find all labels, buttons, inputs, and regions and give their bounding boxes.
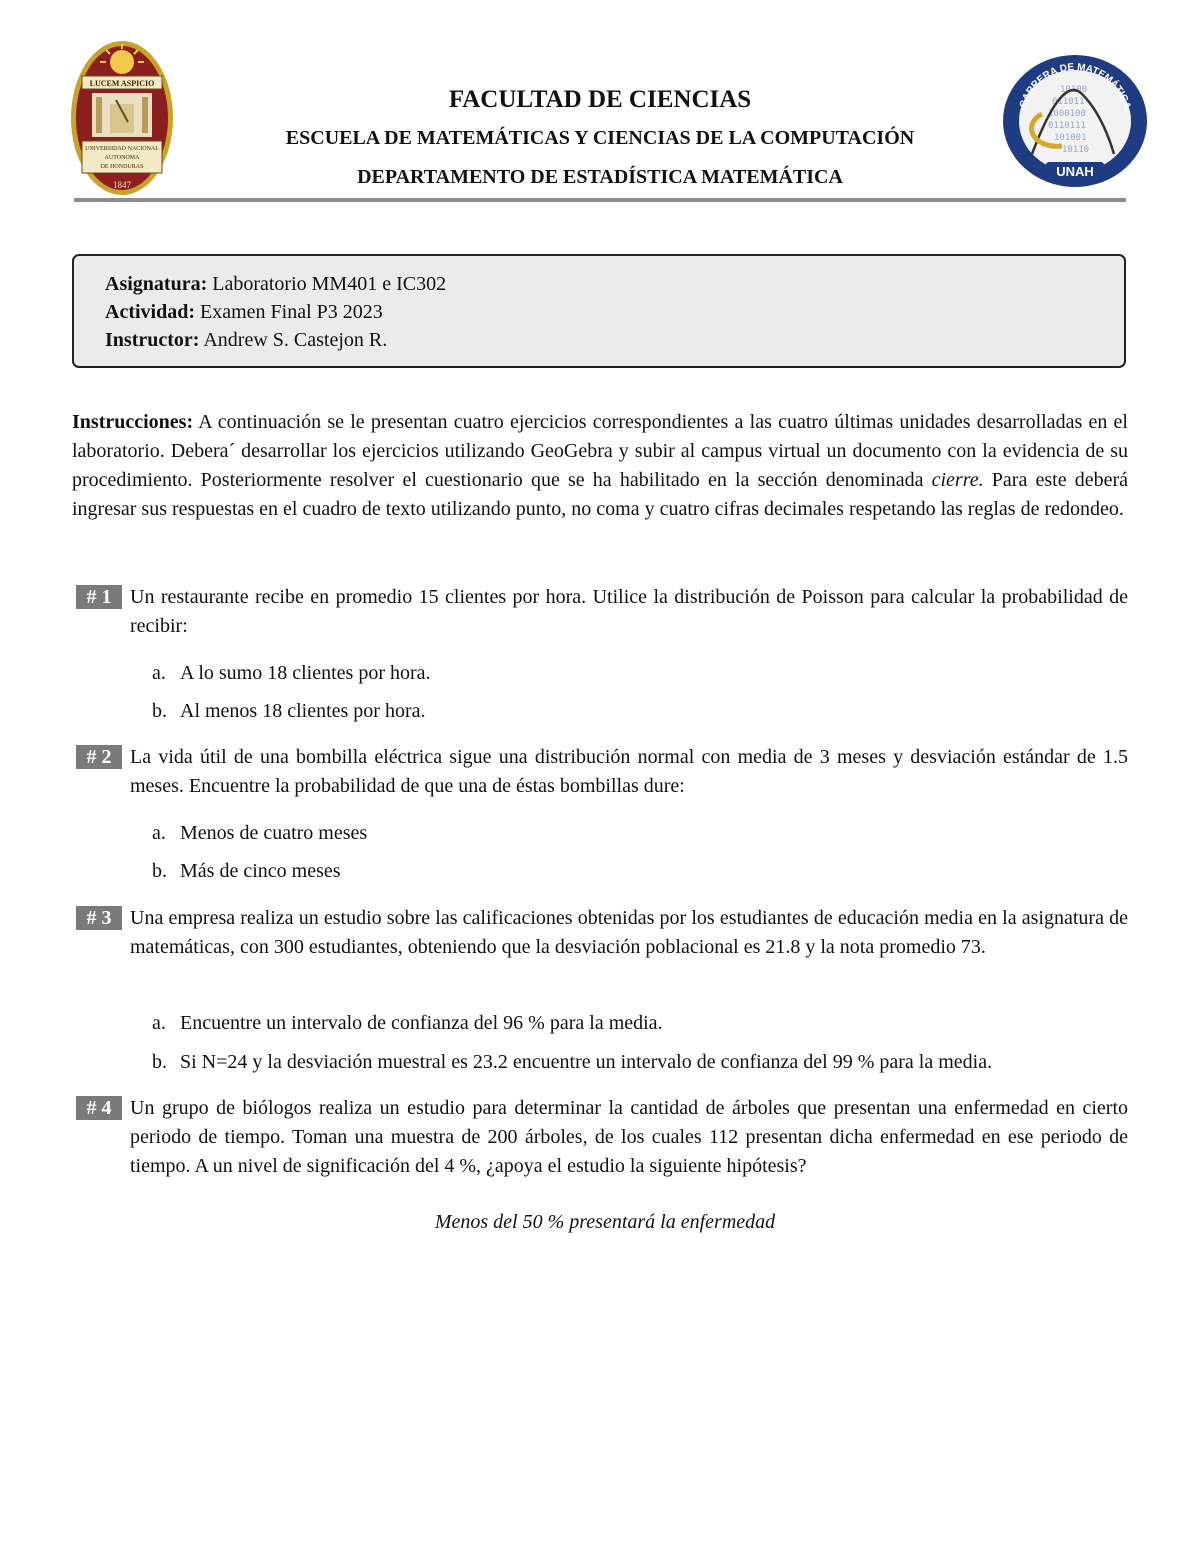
problem-text: Una empresa realiza un estudio sobre las calificaciones obtenidas por los estudiantes de educación media en la asignatura de matemáticas, con 300 estudiantes, obteniendo que la desviación poblacional es 21.8 y la nota promedio 73. bbox=[130, 907, 1128, 958]
problem-2-item-b bbox=[152, 857, 341, 886]
instructions-emphasis: cierre. bbox=[931, 469, 984, 491]
problem-text: Un restaurante recibe en promedio 15 clientes por hora. Utilice la distribución de Poisson para calcular la probabilidad de recibir: bbox=[130, 586, 1128, 637]
problem-1-item-a bbox=[152, 659, 431, 688]
seal-year: 1847 bbox=[113, 180, 131, 190]
instructor-line bbox=[105, 326, 1124, 354]
problem-3-item-b bbox=[152, 1048, 992, 1077]
school-title: ESCUELA DE MATEMÁTICAS Y CIENCIAS DE LA COMPUTACIÓN bbox=[285, 127, 915, 149]
item-label: b. bbox=[152, 700, 167, 722]
problem-number-badge: # 4 bbox=[76, 1096, 122, 1120]
svg-text:10110: 10110 bbox=[1062, 145, 1090, 155]
ring-text: CARRERA DE MATEMÁTICA bbox=[1017, 61, 1133, 111]
problem-2-item-a bbox=[152, 819, 367, 848]
problem-number-badge: # 3 bbox=[76, 906, 122, 930]
item-label: b. bbox=[152, 1051, 167, 1073]
subject-label: Asignatura: bbox=[105, 273, 208, 295]
item-text: Si N=24 y la desviación muestral es 23.2 encuentre un intervalo de confianza del 99 % para la media. bbox=[180, 1051, 993, 1073]
instructor-value: Andrew S. Castejon R. bbox=[203, 329, 388, 351]
item-text: Más de cinco meses bbox=[180, 860, 341, 882]
problem-2 bbox=[76, 743, 1128, 801]
instructions-text-2: Para este deberá ingresar sus respuestas en el cuadro de texto utilizando punto, no coma y cuatro cifras decimales respetando las reglas de redondeo. bbox=[72, 469, 1129, 520]
svg-text:1000100: 1000100 bbox=[1048, 109, 1086, 119]
seal-text-2: AUTONOMA bbox=[104, 155, 140, 161]
svg-text:011011: 011011 bbox=[1052, 97, 1085, 107]
problem-number-badge: # 1 bbox=[76, 585, 122, 609]
header-divider bbox=[74, 198, 1126, 202]
item-label: a. bbox=[152, 662, 166, 684]
item-label: a. bbox=[152, 1012, 166, 1034]
svg-text:10100: 10100 bbox=[1060, 85, 1088, 95]
subject-line bbox=[105, 270, 1124, 298]
problem-4 bbox=[76, 1094, 1128, 1181]
svg-text:101001: 101001 bbox=[1054, 133, 1087, 143]
svg-text:0110111: 0110111 bbox=[1048, 121, 1086, 131]
instructions-paragraph bbox=[72, 408, 1128, 524]
subject-value: Laboratorio MM401 e IC302 bbox=[212, 273, 447, 295]
problem-1-item-b bbox=[152, 697, 426, 726]
problem-3 bbox=[76, 904, 1128, 962]
instructor-label: Instructor: bbox=[105, 329, 200, 351]
item-text: A lo sumo 18 clientes por hora. bbox=[180, 662, 431, 684]
item-text: Menos de cuatro meses bbox=[180, 822, 368, 844]
unah-seal-logo bbox=[70, 40, 174, 196]
carrera-matematica-logo bbox=[1002, 54, 1148, 188]
department-title: DEPARTAMENTO DE ESTADÍSTICA MATEMÁTICA bbox=[357, 166, 843, 188]
logo-bottom-text: UNAH bbox=[1056, 164, 1094, 179]
seal-text-3: DE HONDURAS bbox=[100, 164, 144, 170]
problem-text: Un grupo de biólogos realiza un estudio para determinar la cantidad de árboles que presentan una enfermedad en cierto periodo de tiempo. Toman una muestra de 200 árboles, de los cuales 112 presentan dicha enfermedad en ese periodo de tiempo. A un nivel de significación del 4 %, ¿apoya el estudio la siguiente hipótesis? bbox=[130, 1097, 1128, 1177]
course-info-box bbox=[72, 254, 1126, 368]
problem-text: La vida útil de una bombilla eléctrica sigue una distribución normal con media de 3 meses y desviación estándar de 1.5 meses. Encuentre la probabilidad de que una de éstas bombillas dure: bbox=[130, 746, 1128, 797]
problem-number-badge: # 2 bbox=[76, 745, 122, 769]
activity-line bbox=[105, 298, 1124, 326]
problem-1 bbox=[76, 583, 1128, 641]
item-label: a. bbox=[152, 822, 166, 844]
item-text: Encuentre un intervalo de confianza del 96 % para la media. bbox=[180, 1012, 663, 1034]
faculty-title: FACULTAD DE CIENCIAS bbox=[448, 86, 752, 113]
instructions-text-1: A continuación se le presentan cuatro ejercicios correspondientes a las cuatro últimas unidades desarrolladas en el laboratorio. Debera´ desarrollar los ejercicios utilizando GeoGebra y subir al campus virtual un documento con la evidencia de su procedimiento. Posteriormente resolver el cuestionario que se ha habilitado en la sección denominada bbox=[72, 411, 1128, 491]
instructions-label: Instrucciones: bbox=[72, 411, 194, 433]
seal-banner-text: LUCEM ASPICIO bbox=[89, 79, 155, 88]
activity-value: Examen Final P3 2023 bbox=[200, 301, 383, 323]
problem-3-item-a bbox=[152, 1009, 663, 1038]
activity-label: Actividad: bbox=[105, 301, 195, 323]
item-label: b. bbox=[152, 860, 167, 882]
item-text: Al menos 18 clientes por hora. bbox=[180, 700, 426, 722]
hypothesis-statement: Menos del 50 % presentará la enfermedad bbox=[434, 1211, 776, 1233]
seal-text-1: UNIVERSIDAD NACIONAL bbox=[85, 146, 159, 152]
